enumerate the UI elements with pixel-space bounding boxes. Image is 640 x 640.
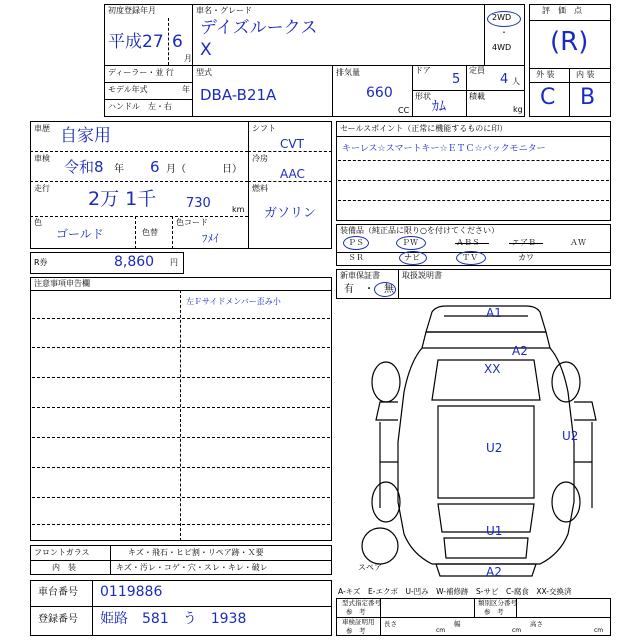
ac-label: 冷房 (252, 154, 268, 163)
inspection-interior-value: キズ・汚レ・コゲ・穴・スレ・キレ・破レ (116, 563, 268, 572)
drive-dot: ・ (500, 28, 508, 37)
car-name-label: 車名・グレード (196, 6, 252, 15)
footer-ref-1: 参 考 (346, 608, 366, 616)
equip-pw: ＰＷ (402, 238, 418, 247)
damage-code-a2-hood: A2 (512, 344, 528, 358)
door-value: 5 (452, 72, 461, 87)
fuel-label: 燃料 (252, 184, 268, 193)
equip-abs: ＡＢＳ (456, 238, 480, 247)
height-label: 高さ (530, 620, 543, 628)
equip-leather: カワ (518, 253, 534, 262)
warranty-label: 新車保証書 (340, 271, 380, 280)
first-reg-era: 平成27 (108, 32, 164, 52)
handle-label: ハンドル 左・右 (108, 102, 172, 111)
notes-line1: 左Ｆサイドメンバー歪み小 (186, 297, 281, 306)
type-value: DBA-B21A (200, 86, 277, 104)
color-value: ゴールド (56, 227, 104, 241)
load-label: 積載 (469, 92, 485, 101)
model-year-label: モデル年式 (108, 85, 148, 94)
interior-grade: B (580, 85, 596, 110)
dealer-label: ディーラー・並 行 (108, 68, 174, 77)
ac-value: AAC (280, 167, 305, 181)
class-label: 類別区分番号 (478, 599, 517, 607)
width-unit: cm (512, 627, 522, 634)
manual-label: 取扱説明書 (402, 271, 442, 280)
color-label: 色 (34, 218, 42, 227)
length-unit: cm (436, 627, 446, 634)
front-glass-label: フロントガラス (34, 548, 90, 557)
sales-points-line1: キーレス☆スマートキー☆ＥＴＣ☆バックモニター (342, 144, 546, 154)
usage-value: 自家用 (60, 126, 111, 146)
equip-navi: ナビ (404, 253, 420, 262)
inspection-era: 令和8 (64, 158, 104, 176)
damage-code-a2-rear: A2 (486, 565, 502, 579)
sales-points-label: セールスポイント（正常に機能するものに印） (340, 124, 508, 133)
car-grade: X (200, 40, 212, 60)
recycle-unit: 円 (170, 258, 178, 267)
damage-code-xx-roof: XX (484, 362, 501, 376)
color-change-label: 色替 (142, 228, 158, 237)
drive-4wd: 4WD (492, 43, 512, 52)
notes-label: 注意事項申告欄 (34, 279, 90, 288)
shape-label: 形状 (415, 92, 431, 101)
mileage-value: 2万 1千 (88, 188, 157, 210)
front-glass-value: キズ・飛石・ヒビ割・リペア跡・Ｘ要 (128, 548, 264, 557)
exterior-grade: C (540, 85, 556, 110)
type-cert-label: 型式指定番号 (342, 599, 381, 607)
equip-airbag: エアＢ (512, 238, 536, 247)
equip-tv: ＴＶ (462, 253, 478, 262)
inspection-interior-label: 内 装 (52, 563, 76, 572)
plate-value: 姫路 581 う 1938 (100, 611, 247, 627)
notes-box (30, 277, 332, 541)
door-label: ドア (415, 66, 431, 75)
mileage-small: 730 (186, 196, 211, 211)
damage-code-u2-right: U2 (562, 429, 579, 443)
shift-label: シフト (252, 124, 276, 133)
damage-code-a1-front: A1 (486, 306, 502, 320)
mileage-label: 走行 (34, 184, 50, 193)
drive-2wd: 2WD (492, 13, 512, 22)
type-label: 型式 (196, 68, 212, 77)
color-code-value: ﾌﾒｲ (202, 232, 219, 245)
equip-sr: ＳＲ (348, 253, 364, 262)
fuel-value: ガソリン (264, 206, 317, 221)
first-reg-label: 初度登録年月 (108, 6, 156, 15)
footer-ref-3: 参 考 (346, 627, 366, 635)
footer-ref-2: 参 考 (484, 608, 504, 616)
usage-label: 車歴 (34, 124, 50, 133)
inspection-label: 車検 (34, 154, 50, 163)
warranty-value: 有 ・ 無 (344, 284, 394, 295)
shift-value: CVT (280, 137, 304, 151)
interior-label: 内 装 (576, 70, 595, 79)
car-name: デイズルークス (200, 18, 318, 38)
width-label: 幅 (454, 620, 461, 628)
equip-aw: ＡＷ (570, 238, 586, 247)
chassis-value: 0119886 (100, 584, 163, 600)
cert-label: 車検証明用 (342, 618, 375, 626)
load-unit: kg (513, 105, 523, 114)
rating-score: (R) (550, 27, 589, 57)
exterior-label: 外 装 (536, 70, 555, 79)
first-reg-month: 6 (172, 32, 183, 52)
displacement-unit: CC (398, 106, 410, 115)
recycle-label: R券 (34, 258, 48, 267)
shape-value: ｶﾑ (432, 99, 446, 115)
displacement-label: 排気量 (336, 68, 360, 77)
displacement-value: 660 (366, 85, 393, 101)
first-reg-month-unit: 月 (184, 54, 192, 63)
inspection-day-unit: 日） (222, 164, 242, 175)
recycle-value: 8,860 (114, 254, 155, 270)
capacity-value: 4 (500, 72, 509, 87)
inspection-year-unit: 年 (114, 164, 124, 175)
capacity-unit: 人 (512, 77, 520, 86)
damage-code-u2-left: U2 (486, 441, 503, 455)
chassis-label: 車台番号 (38, 587, 78, 598)
equipment-label: 装備品（純正品に限り○を付けてください） (340, 226, 499, 235)
spare-label: スペア (358, 563, 382, 572)
recycle-box (30, 252, 184, 274)
rating-label: 評 価 点 (542, 6, 582, 15)
plate-label: 登録番号 (38, 614, 78, 625)
mileage-unit: km (232, 205, 245, 214)
inspection-month-unit: 月（ (166, 164, 186, 175)
capacity-label: 定員 (469, 66, 485, 75)
color-code-label: 色コード (176, 218, 208, 227)
inspection-month: 6 (150, 158, 160, 176)
damage-legend: A-キズ E-エクボ U-凹み W-補修跡 S-サビ C-腐食 XX-交換済 (338, 587, 572, 596)
height-unit: cm (594, 627, 604, 634)
model-year-unit: 年 (182, 85, 190, 94)
equip-ps: ＰＳ (348, 238, 364, 247)
length-label: 長さ (384, 620, 397, 628)
damage-code-u1-rear: U1 (486, 524, 503, 538)
